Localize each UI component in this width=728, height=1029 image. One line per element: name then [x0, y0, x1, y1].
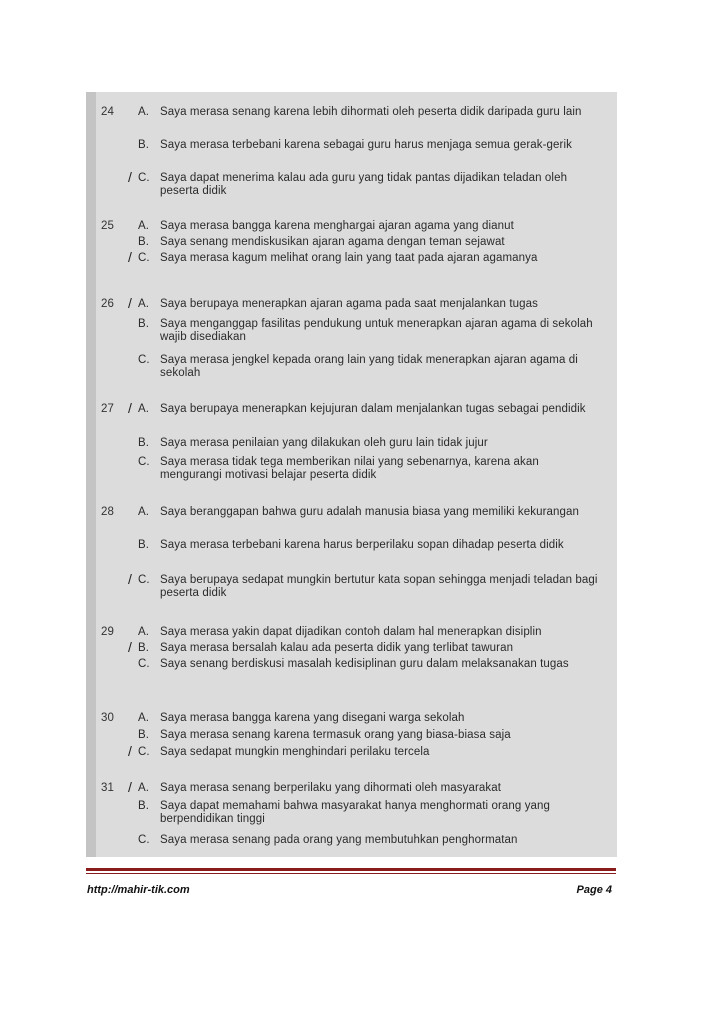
check-mark-icon: / — [128, 639, 132, 655]
footer-divider-thin — [86, 873, 616, 874]
question-number: 31 — [101, 782, 114, 794]
check-mark-icon: / — [128, 571, 132, 587]
page-number: Page 4 — [576, 884, 612, 896]
question-number: 27 — [101, 403, 114, 415]
question-number: 29 — [101, 626, 114, 638]
check-mark-icon: / — [128, 295, 132, 311]
question-number: 28 — [101, 506, 114, 518]
check-mark-icon: / — [128, 400, 132, 416]
check-mark-icon: / — [128, 779, 132, 795]
check-mark-icon: / — [128, 743, 132, 759]
question-number: 30 — [101, 712, 114, 724]
question-number: 26 — [101, 298, 114, 310]
check-mark-icon: / — [128, 249, 132, 265]
question-number: 24 — [101, 106, 114, 118]
scanned-page: 24 A. Saya merasa senang karena lebih dihormati oleh peserta didik daripada guru lain B. Saya merasa terbebani karena sebagai guru harus menjaga semua gerak-gerik / C. Saya dapat menerima kalau ada guru yang tidak pantas dijadikan teladan oleh peserta didik 25 A. Saya merasa bangga karena menghargai ajaran agama yang dianut B. Saya senang mendiskusikan ajaran agama dengan teman sejawat / C. Saya merasa kagum melihat orang lain yang taat pada ajaran agamanya 26 / A. Saya berupaya menerapkan ajaran agama pada saat menjalankan tugas B. Saya menganggap fasilitas pendukung untuk menerapkan ajaran agama di sekolah wajib disediakan C. Saya merasa jengkel kepada orang lain yang tidak menerapkan ajaran agama di sekolah 27 / A. Saya berupaya menerapkan kejujuran dalam menjalankan tugas sebagai pendidik B. Saya merasa penilaian yang dilakukan oleh guru lain tidak jujur C. Saya merasa tidak tega memberikan nilai yang sebenarnya, karena akan mengurangi motivasi belajar peserta didik 28 A. Saya beranggapan bahwa guru adalah manusia biasa yang memiliki kekurangan B. Saya merasa terbebani karena harus berperilaku sopan dihadap peserta didik / C. Saya berupaya sedapat mungkin bertutur kata sopan sehingga menjadi teladan bagi peserta didik 29 A. Saya merasa yakin dapat dijadikan contoh dalam hal menerapkan disiplin / B. Saya merasa bersalah kalau ada peserta didik yang terlibat tawuran C. Saya senang berdiskusi masalah kedisiplinan guru dalam melaksanakan tugas 30 A. Saya merasa bangga karena yang disegani warga sekolah B. Saya merasa senang karena termasuk orang yang biasa-biasa saja / C. Saya sedapat mungkin menghindari perilaku tercela 31 / A. Saya merasa senang berperilaku yang dihormati oleh masyarakat B. Saya dapat memahami bahwa masyarakat hanya menghormati orang yang berpendidikan tinggi C. Saya merasa senang pada orang yang membutuhkan penghormatan — [86, 92, 617, 857]
check-mark-icon: / — [128, 169, 132, 185]
footer-url: http://mahir-tik.com — [87, 884, 190, 896]
footer-divider — [86, 868, 616, 871]
question-number: 25 — [101, 220, 114, 232]
